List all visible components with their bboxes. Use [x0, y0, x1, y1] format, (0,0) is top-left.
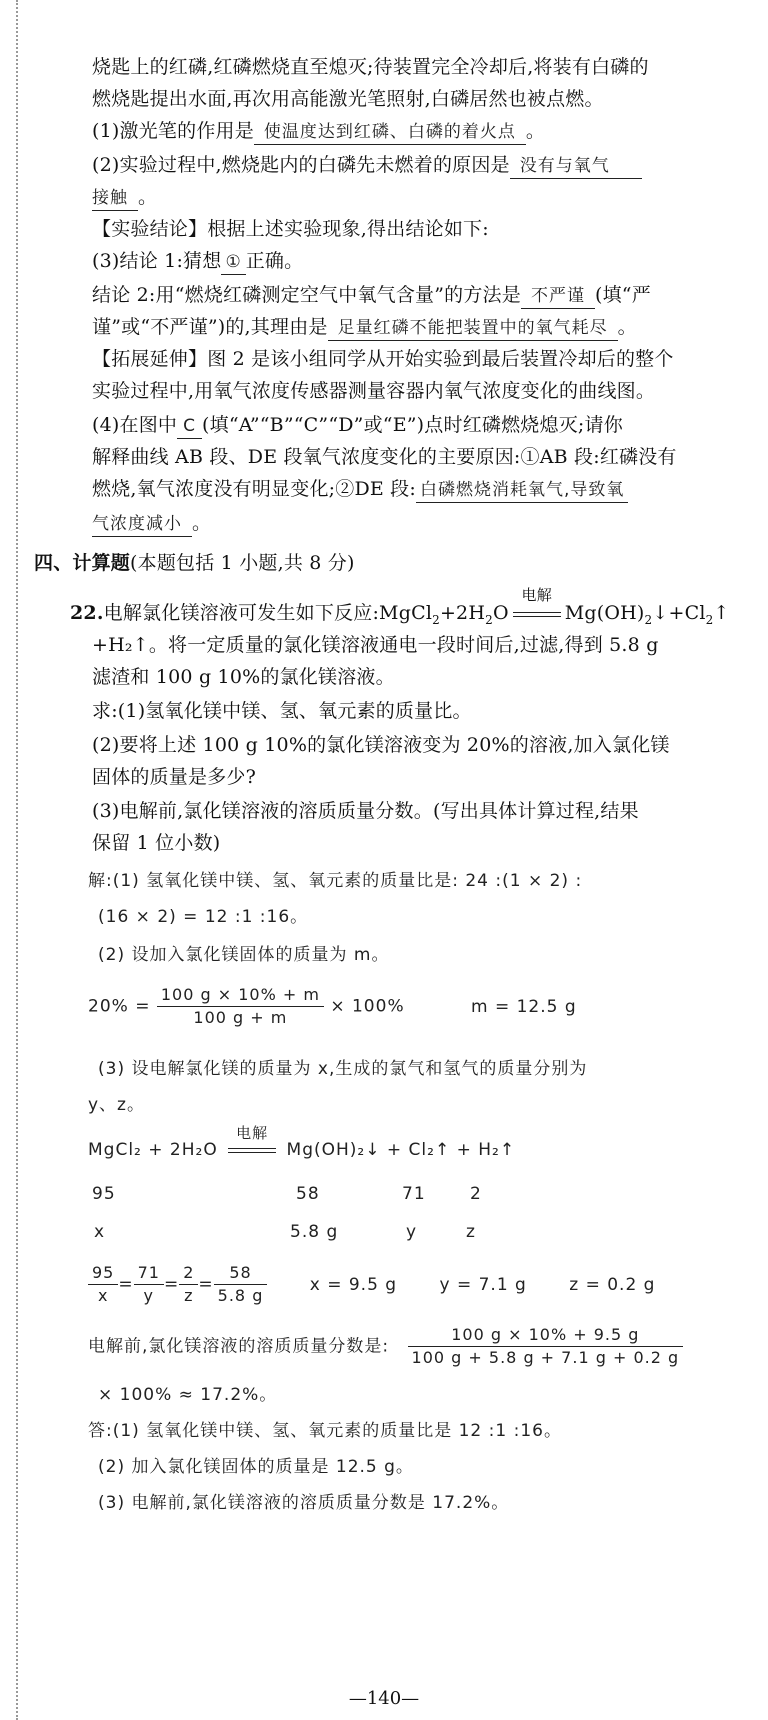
question-text: 电解氯化镁溶液可发生如下反应:MgCl [103, 602, 433, 624]
numerator: 2 [179, 1262, 198, 1285]
solution-line: (3) 设电解氯化镁的质量为 x,生成的氯气和氢气的质量分别为 [98, 1059, 588, 1079]
solution-line: (16 × 2) = 12 :1 :16。 [98, 907, 309, 927]
fraction [179, 1262, 198, 1307]
handwritten-answer: 使温度达到红磷、白磷的着火点 [254, 120, 526, 145]
proportion-equation: $\frac{95}{x}$ = $\frac{71}{y}$ = $\frac{2}{z}$ = $\frac{58}{5.8 g}$ x = 9.5 g y = 7.1 g z = 0.2 g [88, 1262, 758, 1307]
text-line: 【实验结论】根据上述实验现象,得出结论如下: [92, 218, 489, 240]
question-part-3 [92, 246, 758, 276]
text-line: 【拓展延伸】图 2 是该小组同学从开始实验到最后装置冷却后的整个 [92, 348, 674, 370]
solution-line: (2) 设加入氯化镁固体的质量为 m。 [98, 945, 390, 965]
question-text: 谨”或“不严谨”)的,其理由是 [92, 316, 328, 338]
question-text: O [492, 602, 509, 624]
denominator: x [97, 1286, 109, 1305]
handwritten-answer: C [177, 414, 202, 439]
unknown-mass: y [406, 1222, 418, 1242]
equation-text: × 100% [330, 996, 405, 1017]
handwritten-answer: 没有与氧气 [510, 154, 642, 179]
text-line: 求:(1)氢氧化镁中镁、氢、氧元素的质量比。 [92, 700, 472, 722]
answer-line: (2) 加入氯化镁固体的质量是 12.5 g。 [98, 1457, 414, 1477]
question-number: 22. [70, 602, 104, 624]
fraction [408, 1324, 684, 1369]
denominator: 5.8 g [217, 1286, 264, 1305]
question-22: 22.电解氯化镁溶液可发生如下反应$:MgCl_2+2H_2O$ 电解 $Mg(OH)_2↓+Cl_2↑$ [70, 598, 736, 635]
fraction [134, 1262, 164, 1307]
known-mass: 5.8 g [290, 1222, 339, 1242]
section-title: 四、计算题 [34, 552, 131, 574]
section-note: (本题包括 1 小题,共 8 分) [130, 552, 355, 574]
handwritten-answer: 接触 [92, 186, 138, 211]
question-text: +2H [439, 602, 486, 624]
equation-percent [88, 984, 758, 1029]
text-line [92, 280, 758, 310]
question-part-2 [92, 150, 758, 180]
text-line: 保留 1 位小数) [92, 832, 221, 854]
equation-result: m = 12.5 g [471, 996, 577, 1017]
text-line: 烧匙上的红磷,红磷燃烧直至熄灭;待装置完全冷却后,将装有白磷的 [92, 56, 649, 78]
denominator: 100 g + m [193, 1008, 288, 1027]
molar-mass: 95 [92, 1184, 116, 1204]
binding-margin [16, 0, 18, 1720]
unknown-mass: z [466, 1222, 476, 1242]
reaction-condition [509, 586, 565, 628]
text-line: (2)要将上述 100 g 10%的氯化镁溶液变为 20%的溶液,加入氯化镁 [92, 734, 670, 756]
solution-line: × 100% ≈ 17.2%。 [98, 1385, 278, 1405]
condition-label: 电解 [521, 586, 552, 604]
text-line [92, 474, 758, 504]
denominator: z [184, 1286, 194, 1305]
mass-fraction-equation [88, 1324, 758, 1369]
question-text: (3)结论 1:猜想 [92, 250, 222, 272]
result-y: y = 7.1 g [439, 1274, 527, 1295]
molar-mass: 58 [296, 1184, 320, 1204]
question-text: (2)实验过程中,燃烧匙内的白磷先未燃着的原因是 [92, 154, 510, 176]
solution-line: 解:(1) 氢氧化镁中镁、氢、氧元素的质量比是: 24 :(1 × 2) : [88, 871, 583, 891]
question-text: 。 [192, 512, 212, 534]
numerator: 100 g × 10% + m [157, 984, 324, 1007]
question-text: (1)激光笔的作用是 [92, 120, 254, 142]
result-z: z = 0.2 g [569, 1274, 656, 1295]
equation-text: MgCl₂ + 2H₂O [88, 1140, 218, 1160]
text-line: 解释曲线 AB 段、DE 段氧气浓度变化的主要原因:①AB 段:红磷没有 [92, 446, 677, 468]
fraction [214, 1262, 268, 1307]
handwritten-answer: 不严谨 [521, 284, 595, 309]
denominator: y [143, 1286, 155, 1305]
question-text: 结论 2:用“燃烧红磷测定空气中氧气含量”的方法是 [92, 284, 521, 306]
question-text: Mg(OH) [564, 602, 645, 624]
question-text: ↑ [713, 602, 730, 624]
chemical-equation [88, 1124, 758, 1160]
answer-line: 答:(1) 氢氧化镁中镁、氢、氧元素的质量比是 12 :1 :16。 [88, 1421, 562, 1441]
text-line: 实验过程中,用氧气浓度传感器测量容器内氧气浓度变化的曲线图。 [92, 380, 656, 402]
question-text: 。 [617, 316, 637, 338]
text-line: 滤渣和 100 g 10%的氯化镁溶液。 [92, 666, 395, 688]
molar-mass: 71 [402, 1184, 426, 1204]
question-part-1 [92, 116, 758, 146]
equation-text: Mg(OH)₂↓ + Cl₂↑ + H₂↑ [286, 1140, 516, 1160]
question-text: ↓+Cl [652, 602, 706, 624]
question-text: 。 [525, 120, 546, 142]
question-text: (4)在图中 [92, 414, 178, 436]
numerator: 71 [134, 1262, 164, 1285]
page-number: —140— [348, 1688, 420, 1709]
question-text: 燃烧,氧气浓度没有明显变化;②DE 段: [92, 478, 416, 500]
handwritten-answer: 白磷燃烧消耗氧气,导致氧 [416, 478, 628, 503]
fraction [157, 984, 324, 1029]
question-part-4 [92, 410, 758, 440]
text-line [92, 508, 758, 538]
question-text: 正确。 [245, 250, 304, 272]
equation-text: 电解前,氯化镁溶液的溶质质量分数是: [88, 1336, 390, 1357]
text-line: +H₂↑。将一定质量的氯化镁溶液通电一段时间后,过滤,得到 5.8 g [92, 634, 659, 656]
text-line [92, 182, 758, 212]
molar-mass: 2 [470, 1184, 482, 1204]
text-line: 燃烧匙提出水面,再次用高能激光笔照射,白磷居然也被点燃。 [92, 88, 604, 110]
numerator: 95 [88, 1262, 118, 1285]
reaction-condition [224, 1124, 280, 1160]
text-line: (3)电解前,氯化镁溶液的溶质质量分数。(写出具体计算过程,结果 [92, 800, 639, 822]
condition-label: 电解 [236, 1124, 269, 1142]
handwritten-answer: 足量红磷不能把装置中的氧气耗尽 [328, 316, 618, 341]
equation-text: 20% = [88, 996, 151, 1017]
section-heading [34, 548, 700, 578]
denominator: 100 g + 5.8 g + 7.1 g + 0.2 g [411, 1348, 680, 1367]
numerator: 100 g × 10% + 9.5 g [408, 1324, 684, 1347]
result-x: x = 9.5 g [309, 1274, 398, 1295]
unknown-mass: x [94, 1222, 106, 1242]
question-text: (填“严 [594, 284, 651, 306]
fraction [88, 1262, 118, 1307]
answer-line: (3) 电解前,氯化镁溶液的溶质质量分数是 17.2%。 [98, 1493, 510, 1513]
text-line [92, 312, 758, 342]
numerator: 58 [214, 1262, 268, 1285]
handwritten-answer: ① [221, 250, 245, 275]
question-text: (填“A”“B”“C”“D”或“E”)点时红磷燃烧熄灭;请你 [202, 414, 623, 436]
handwritten-answer: 气浓度减小 [92, 512, 192, 537]
text-line: 固体的质量是多少? [92, 766, 256, 788]
solution-line: y、z。 [88, 1095, 145, 1115]
question-text: 。 [138, 186, 158, 208]
